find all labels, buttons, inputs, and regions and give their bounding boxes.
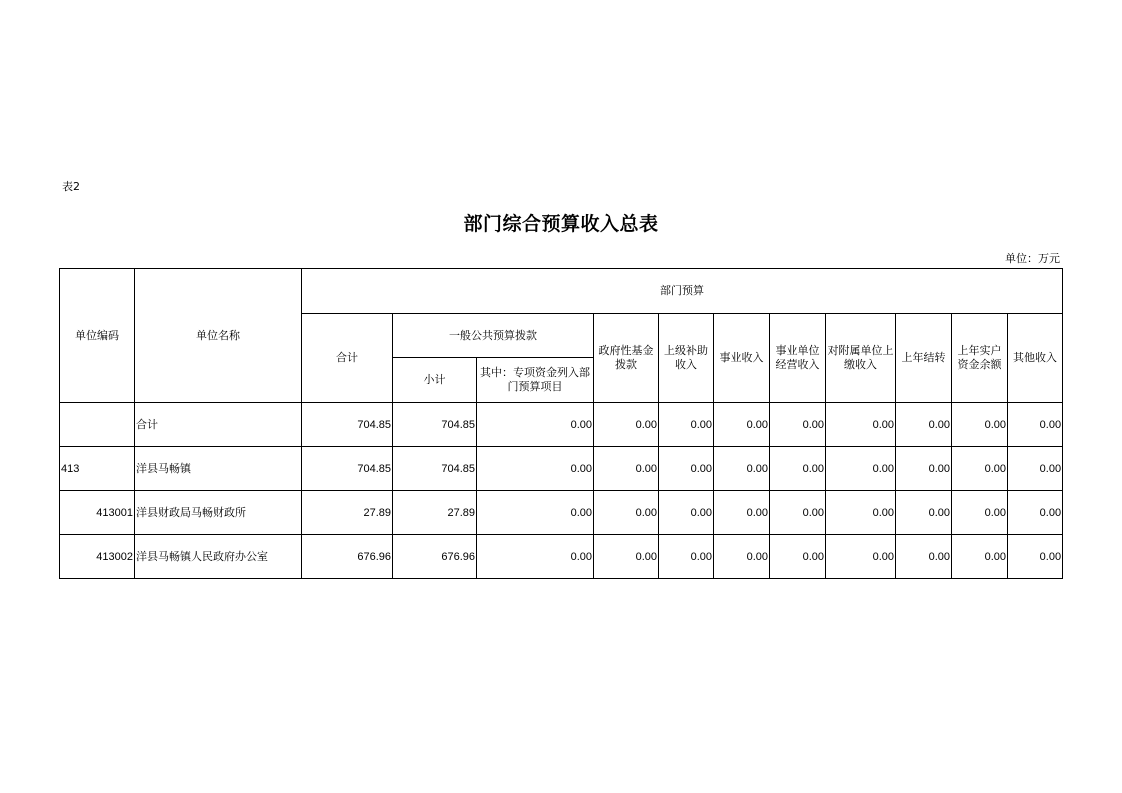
value-cell: 676.96 xyxy=(393,535,477,579)
unit-name-cell: 洋县马畅镇人民政府办公室 xyxy=(135,535,302,579)
value-cell: 0.00 xyxy=(594,491,659,535)
header-other-income: 其他收入 xyxy=(1008,314,1063,403)
value-cell: 0.00 xyxy=(477,535,594,579)
unit-code-cell xyxy=(60,403,135,447)
unit-code-cell: 413002 xyxy=(60,535,135,579)
value-cell: 0.00 xyxy=(659,447,714,491)
value-cell: 0.00 xyxy=(896,403,952,447)
table-row xyxy=(60,403,1063,447)
unit-code-cell: 413 xyxy=(60,447,135,491)
header-total: 合计 xyxy=(302,314,393,403)
value-cell: 0.00 xyxy=(952,447,1008,491)
value-cell: 27.89 xyxy=(302,491,393,535)
value-cell: 0.00 xyxy=(952,491,1008,535)
value-cell: 27.89 xyxy=(393,491,477,535)
value-cell: 0.00 xyxy=(594,447,659,491)
unit-label: 单位：万元 xyxy=(1005,252,1060,265)
page-title: 部门综合预算收入总表 xyxy=(463,213,659,235)
value-cell: 0.00 xyxy=(770,403,826,447)
header-subtotal: 小计 xyxy=(393,358,477,403)
unit-name-cell: 合计 xyxy=(135,403,302,447)
value-cell: 704.85 xyxy=(302,403,393,447)
value-cell: 0.00 xyxy=(770,447,826,491)
value-cell: 0.00 xyxy=(826,447,896,491)
header-general-public: 一般公共预算拨款 xyxy=(393,314,594,358)
value-cell: 0.00 xyxy=(594,403,659,447)
table-number: 表2 xyxy=(62,180,80,193)
value-cell: 0.00 xyxy=(714,447,770,491)
value-cell: 0.00 xyxy=(896,447,952,491)
value-cell: 0.00 xyxy=(770,535,826,579)
value-cell: 0.00 xyxy=(659,491,714,535)
value-cell: 704.85 xyxy=(393,403,477,447)
header-prev-year-balance: 上年实户资金余额 xyxy=(952,314,1008,403)
table-row xyxy=(60,535,1063,579)
header-affiliated-unit-paid: 对附属单位上缴收入 xyxy=(826,314,896,403)
value-cell: 0.00 xyxy=(477,447,594,491)
value-cell: 0.00 xyxy=(1008,403,1063,447)
unit-code-cell: 413001 xyxy=(60,491,135,535)
value-cell: 0.00 xyxy=(826,491,896,535)
value-cell: 0.00 xyxy=(659,535,714,579)
value-cell: 0.00 xyxy=(826,403,896,447)
header-unit-code: 单位编码 xyxy=(60,269,135,403)
value-cell: 704.85 xyxy=(302,447,393,491)
unit-name-cell: 洋县财政局马畅财政所 xyxy=(135,491,302,535)
header-superior-subsidy: 上级补助收入 xyxy=(659,314,714,403)
value-cell: 0.00 xyxy=(896,491,952,535)
unit-name-cell: 洋县马畅镇 xyxy=(135,447,302,491)
value-cell: 0.00 xyxy=(714,535,770,579)
header-unit-name: 单位名称 xyxy=(135,269,302,403)
value-cell: 0.00 xyxy=(1008,447,1063,491)
value-cell: 0.00 xyxy=(659,403,714,447)
header-business-income: 事业收入 xyxy=(714,314,770,403)
header-row-1 xyxy=(60,269,1063,314)
table-row xyxy=(60,491,1063,535)
value-cell: 0.00 xyxy=(952,403,1008,447)
header-prev-year-carryover: 上年结转 xyxy=(896,314,952,403)
value-cell: 0.00 xyxy=(896,535,952,579)
value-cell: 704.85 xyxy=(393,447,477,491)
value-cell: 0.00 xyxy=(714,491,770,535)
header-special-fund: 其中：专项资金列入部门预算项目 xyxy=(477,358,594,403)
value-cell: 0.00 xyxy=(1008,491,1063,535)
table-row xyxy=(60,447,1063,491)
value-cell: 0.00 xyxy=(952,535,1008,579)
value-cell: 0.00 xyxy=(1008,535,1063,579)
header-gov-fund: 政府性基金拨款 xyxy=(594,314,659,403)
value-cell: 676.96 xyxy=(302,535,393,579)
value-cell: 0.00 xyxy=(770,491,826,535)
value-cell: 0.00 xyxy=(477,491,594,535)
value-cell: 0.00 xyxy=(594,535,659,579)
value-cell: 0.00 xyxy=(826,535,896,579)
header-business-unit-operating: 事业单位经营收入 xyxy=(770,314,826,403)
value-cell: 0.00 xyxy=(714,403,770,447)
header-dept-budget: 部门预算 xyxy=(302,269,1063,314)
value-cell: 0.00 xyxy=(477,403,594,447)
budget-table xyxy=(59,268,1063,579)
